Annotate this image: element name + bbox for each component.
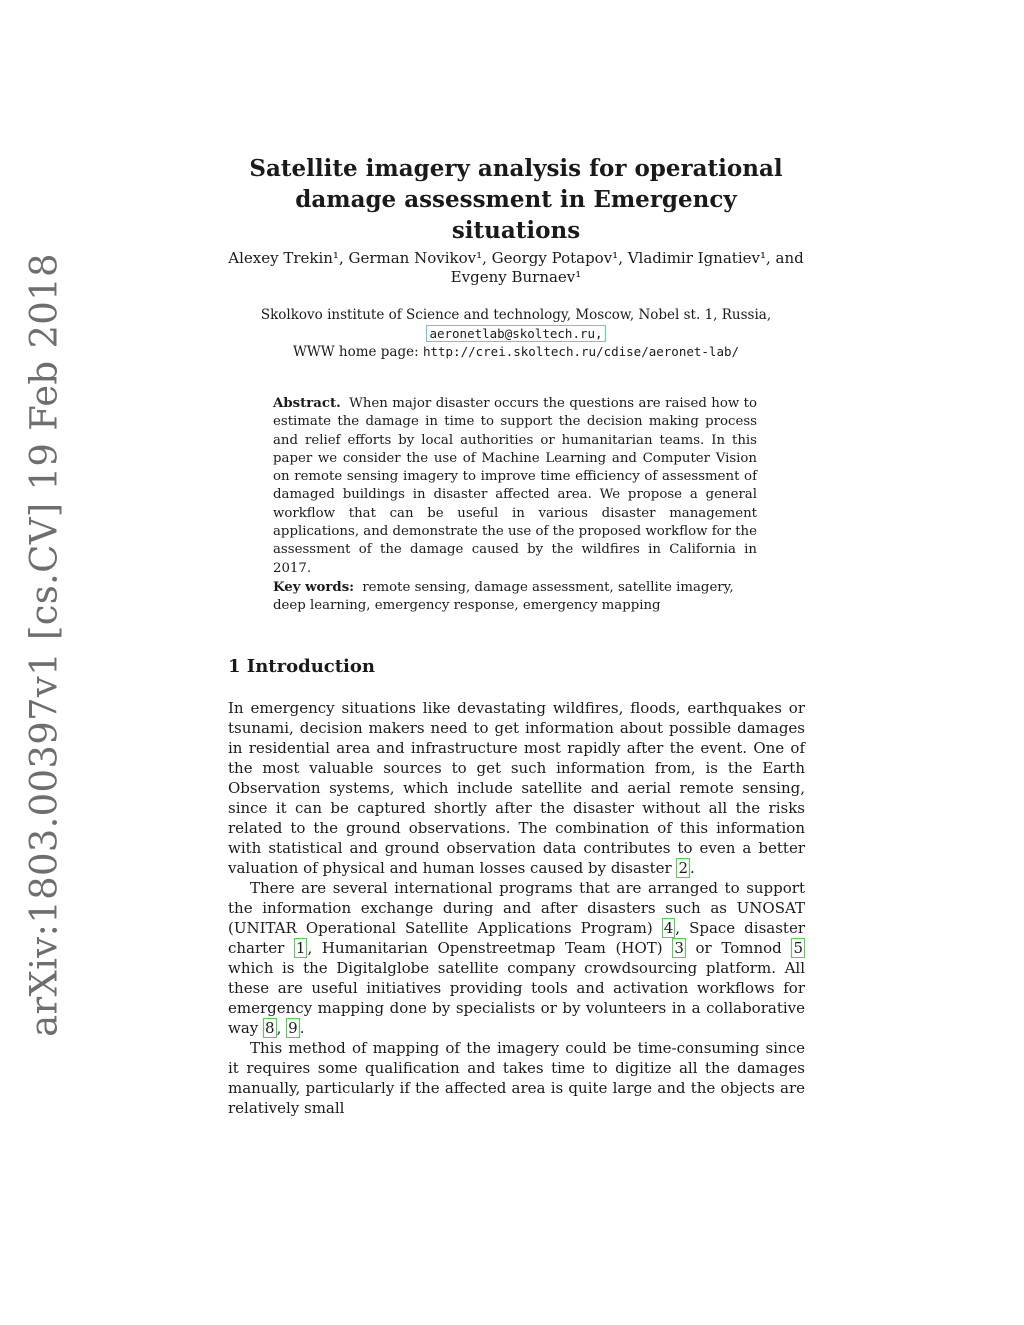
homepage-line (228, 343, 804, 362)
title-line: damage assessment in Emergency situations (295, 186, 737, 244)
paragraph-text: , Humanitarian Openstreetmap Team (HOT) (307, 939, 663, 957)
homepage-label: WWW home page: (292, 344, 423, 360)
paragraph (228, 698, 805, 878)
citation-link[interactable]: 8 (265, 1019, 275, 1037)
arxiv-identifier[interactable]: arXiv:1803.00397v1 [cs.CV] 19 Feb 2018 (22, 253, 66, 1037)
paper-title (228, 153, 804, 246)
paragraph-text: In emergency situations like devastating wildfires, floods, earthquakes or tsunami, decision makers need to get information about possible damages in residential area and infrastructure most rapidly after the event. One of the most valuable sources to get such information from, is the Earth Observation systems, which include satellite and aerial remote sensing, since it can be captured shortly after the disaster without all the risks related to the ground observations. The combination of this information with statistical and ground observation data contributes to even a better valuation of physical and human losses caused by disaster (228, 699, 805, 877)
citation-link[interactable]: 5 (793, 939, 803, 957)
email-line (228, 325, 804, 344)
abstract-text: When major disaster occurs the questions are raised how to estimate the damage in time to support the decision making process and relief efforts by local authorities or humanitarian teams. In this paper we consider the use of Machine Learning and Computer Vision on remote sensing imagery to improve time efficiency of assessment of damaged buildings in disaster affected area. We propose a general workflow that can be useful in various disaster management applications, and demonstrate the use of the proposed workflow for the assessment of the damage caused by the wildfires in California in 2017. (273, 396, 757, 576)
paragraph-text: or Tomnod (695, 939, 782, 957)
author-line: Evgeny Burnaev¹ (450, 268, 582, 286)
section-heading: 1 Introduction (228, 656, 375, 677)
citation-link[interactable]: 4 (663, 919, 674, 937)
homepage-link[interactable]: http://crei.skoltech.ru/cdise/aeronet-lab/ (422, 344, 740, 359)
paragraph-text: . (299, 1019, 305, 1037)
paragraph (228, 878, 805, 1038)
citation-separator: , (276, 1019, 282, 1037)
paragraph-text: . (690, 859, 695, 877)
author-list (228, 249, 804, 287)
affiliation (228, 306, 804, 362)
paragraph-text: There are several international programs that are arranged to support the information exchange during and after disasters such as UNOSAT (UNITAR Operational Satellite Applications Program) (228, 879, 805, 937)
citation-link[interactable]: 1 (295, 939, 306, 957)
keywords-label: Key words: (273, 580, 355, 595)
citation-link[interactable]: 3 (674, 939, 684, 957)
paragraph-text: This method of mapping of the imagery could be time-consuming since it requires some qualification and takes time to digitize all the damages manually, particularly if the affected area is quite large and the objects are relatively small (228, 1039, 805, 1117)
keywords-text: remote sensing, damage assessment, satellite imagery, deep learning, emergency response, emergency mapping (273, 580, 734, 614)
author-line: Alexey Trekin¹, German Novikov¹, Georgy Potapov¹, Vladimir Ignatiev¹, and (228, 249, 804, 267)
section-body (228, 698, 805, 1118)
citation-link[interactable]: 9 (288, 1019, 298, 1037)
title-line: Satellite imagery analysis for operational (249, 155, 783, 182)
paragraph-text: which is the Digitalglobe satellite company crowdsourcing platform. All these are useful initiatives providing tools and activation workflows for emergency mapping done by specialists or by volunteers in a collaborative way (228, 959, 805, 1037)
citation-link[interactable]: 2 (678, 859, 688, 877)
abstract-body (273, 395, 757, 578)
keywords (273, 579, 757, 616)
institution: Skolkovo institute of Science and technology, Moscow, Nobel st. 1, Russia, (260, 307, 772, 323)
paragraph-text: , Space disaster charter (228, 919, 805, 957)
paragraph (228, 1038, 805, 1118)
abstract (273, 395, 757, 578)
abstract-label: Abstract. (273, 396, 341, 411)
email-link[interactable]: aeronetlab@skoltech.ru, (426, 325, 605, 342)
